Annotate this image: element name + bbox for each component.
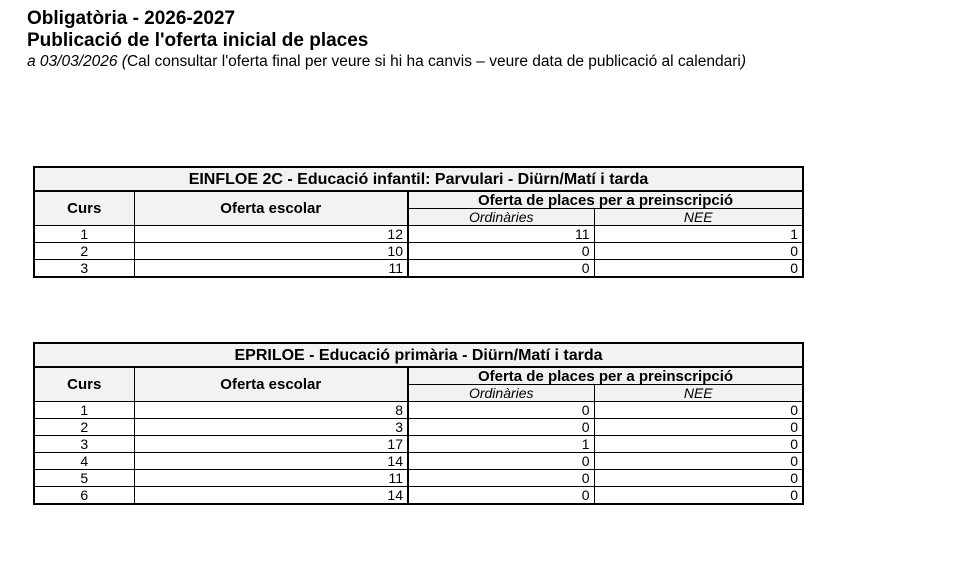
column-header-oferta-escolar: Oferta escolar bbox=[134, 191, 408, 226]
cell-ordinaries: 1 bbox=[408, 436, 594, 453]
cell-oferta-escolar: 3 bbox=[134, 419, 408, 436]
cell-curs: 6 bbox=[34, 487, 134, 505]
publication-note-text: Cal consultar l'oferta final per veure si hi ha canvis – veure data de publicació al calendari bbox=[126, 53, 741, 70]
page-title: Obligatòria - 2026-2027 bbox=[27, 8, 236, 29]
offer-table-infantil bbox=[33, 166, 804, 278]
cell-ordinaries: 0 bbox=[408, 243, 594, 260]
cell-oferta-escolar: 12 bbox=[134, 226, 408, 243]
cell-curs: 3 bbox=[34, 260, 134, 278]
cell-nee: 0 bbox=[594, 453, 803, 470]
column-header-nee: NEE bbox=[594, 385, 803, 402]
cell-oferta-escolar: 14 bbox=[134, 487, 408, 505]
cell-ordinaries: 11 bbox=[408, 226, 594, 243]
cell-curs: 1 bbox=[34, 402, 134, 419]
cell-nee: 1 bbox=[594, 226, 803, 243]
cell-ordinaries: 0 bbox=[408, 260, 594, 278]
cell-curs: 1 bbox=[34, 226, 134, 243]
publication-note-close: ) bbox=[740, 53, 746, 70]
table-title: EPRILOE - Educació primària - Diürn/Matí i tarda bbox=[34, 343, 803, 367]
cell-ordinaries: 0 bbox=[408, 402, 594, 419]
cell-curs: 5 bbox=[34, 470, 134, 487]
cell-curs: 2 bbox=[34, 419, 134, 436]
column-header-preinscripcio: Oferta de places per a preinscripció bbox=[408, 191, 803, 209]
table-row bbox=[34, 402, 803, 419]
table-row bbox=[34, 470, 803, 487]
cell-oferta-escolar: 14 bbox=[134, 453, 408, 470]
column-header-ordinaries: Ordinàries bbox=[408, 385, 594, 402]
cell-oferta-escolar: 17 bbox=[134, 436, 408, 453]
table-row bbox=[34, 487, 803, 505]
table-row bbox=[34, 226, 803, 243]
cell-nee: 0 bbox=[594, 243, 803, 260]
table-title: EINFLOE 2C - Educació infantil: Parvulari - Diürn/Matí i tarda bbox=[34, 167, 803, 191]
column-header-preinscripcio: Oferta de places per a preinscripció bbox=[408, 367, 803, 385]
cell-curs: 2 bbox=[34, 243, 134, 260]
table-row bbox=[34, 419, 803, 436]
cell-nee: 0 bbox=[594, 402, 803, 419]
cell-nee: 0 bbox=[594, 487, 803, 505]
cell-oferta-escolar: 11 bbox=[134, 260, 408, 278]
column-header-oferta-escolar: Oferta escolar bbox=[134, 367, 408, 402]
column-header-nee: NEE bbox=[594, 209, 803, 226]
cell-nee: 0 bbox=[594, 419, 803, 436]
column-header-curs: Curs bbox=[34, 191, 134, 226]
cell-ordinaries: 0 bbox=[408, 487, 594, 505]
cell-curs: 4 bbox=[34, 453, 134, 470]
page-subtitle: Publicació de l'oferta inicial de places bbox=[27, 30, 369, 51]
table-row bbox=[34, 243, 803, 260]
cell-nee: 0 bbox=[594, 260, 803, 278]
table-row bbox=[34, 453, 803, 470]
cell-nee: 0 bbox=[594, 436, 803, 453]
cell-oferta-escolar: 10 bbox=[134, 243, 408, 260]
cell-ordinaries: 0 bbox=[408, 453, 594, 470]
publication-note bbox=[27, 53, 746, 71]
table-row bbox=[34, 436, 803, 453]
cell-nee: 0 bbox=[594, 470, 803, 487]
cell-ordinaries: 0 bbox=[408, 470, 594, 487]
cell-oferta-escolar: 11 bbox=[134, 470, 408, 487]
cell-curs: 3 bbox=[34, 436, 134, 453]
table-row bbox=[34, 260, 803, 278]
offer-table-primaria bbox=[33, 342, 804, 505]
cell-ordinaries: 0 bbox=[408, 419, 594, 436]
cell-oferta-escolar: 8 bbox=[134, 402, 408, 419]
publication-date: a 03/03/2026 ( bbox=[27, 53, 127, 70]
column-header-ordinaries: Ordinàries bbox=[408, 209, 594, 226]
column-header-curs: Curs bbox=[34, 367, 134, 402]
